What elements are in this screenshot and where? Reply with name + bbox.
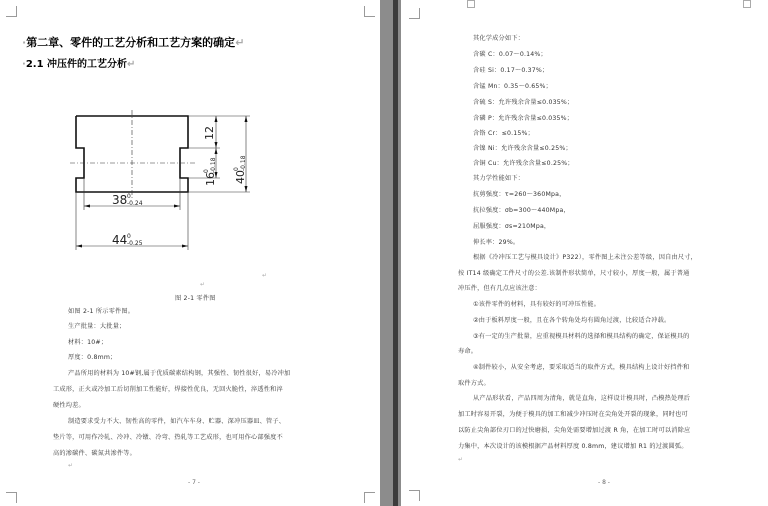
composition-line: 含铬 Cr：≤0.15%； [473,130,535,137]
paragraph-line: 制造要求受力不大、韧性高的零件，如汽车车身、贮器、深冲压器皿、管子、 [68,418,286,425]
document-page-left [0,0,380,506]
corner-mark [364,6,375,17]
list-item: ①该件零件的材料，具有较好的可冲压性能。 [473,301,601,308]
figure-caption: 图 2-1 零件图 [175,295,216,302]
dim-44-tol-lower: -0.25 [127,240,143,247]
section-title: ·2.1 冲压件的工艺分析↵ [22,59,136,70]
paragraph-line: 加工时容易开裂，为便于模具的加工和减少冲压时在尖角处开裂的现象，同时也可 [458,411,688,418]
paragraph-mark: ↵ [200,281,206,288]
ruler-marker[interactable] [743,0,751,8]
paragraph-line: 按 IT14 级确定工件尺寸的公差.该制件形状简单，尺寸较小，厚度一般，属于普通 [458,270,690,277]
paragraph-line: 根据《冷冲压工艺与模具设计》P322），零件图上未注公差等级，因自由尺寸， [473,254,698,261]
corner-mark [409,490,420,501]
paragraph-line: 材料：10#； [68,339,108,346]
paragraph-line: 垫片等，可用作冷轧、冷冲、冷镦、冷弯、热轧等工艺成形，也可用作心部强度不 [53,434,283,441]
list-item: 寿命。 [458,348,478,355]
corner-mark [364,492,375,503]
page-number: - 8 - [598,479,610,486]
composition-line: 含硫 S：允许残余含量≤0.035%； [473,99,574,106]
composition-line: 其化学成分如下： [473,35,525,42]
window-split-bar[interactable] [393,0,398,506]
composition-line: 含镍 Ni：允许残余含量≤0.25%； [473,145,572,152]
corner-mark [6,6,17,17]
paragraph-line: 如图 2-1 所示零件图。 [68,308,135,315]
dim-38-tol-upper: 0 [127,193,131,200]
dim-16-tol-lower: -0.18 [210,157,217,173]
dim-40-tol-upper: 0 [233,167,240,171]
composition-line: 抗拉强度：σb=300～440Mpa， [473,207,570,214]
ruler-marker[interactable] [467,0,475,8]
paragraph-line: 力集中，本次设计的该模根据产品材料厚度 0.8mm，建议增加 R1 的过渡圆弧。 [458,443,688,450]
list-item: 取件方式。 [458,380,490,387]
composition-line: 含硅 Si：0.17～0.37%； [473,67,549,74]
composition-line: 含磷 P：允许残余含量≤0.035%； [473,115,574,122]
dim-38-tol-lower: -0.24 [127,200,143,207]
list-item: ④制件较小，从安全考虑，要采取适当的取件方式，模具结构上设计好挡件和 [473,364,690,371]
composition-line: 含铜 Cu：允许残余含量≤0.25%； [473,160,574,167]
dim-16: 16 [204,172,217,186]
paragraph-line: 厚度：0.8mm； [68,354,117,361]
composition-line: 含碳 C：0.07～0.14%； [473,51,547,58]
composition-line: 伸长率：29%。 [473,239,520,246]
corner-mark [409,8,420,19]
dim-12: 12 [203,126,216,140]
chapter-title: ·第二章、零件的工艺分析和工艺方案的确定↵ [22,36,245,49]
document-page-right [401,0,768,506]
dim-44-tol-upper: 0 [127,233,131,240]
paragraph-line: 从产品形状看，产品四周为清角，就是直角，这样设计模具时，凸模热处理后 [473,395,691,402]
list-item: ③有一定的生产批量，应重视模具材料的选择和模具结构的确定，保证模具的 [473,333,690,340]
paragraph-line: 冲压件，但有几点应该注意： [458,285,542,292]
composition-line: 其力学性能如下： [473,175,525,182]
paragraph-line: 工成形，正火或冷加工后切削加工性能好，焊接性优良，无回火脆性，淬透性和淬 [53,386,283,393]
paragraph-mark: ↵ [458,456,464,463]
part-drawing [40,110,280,260]
list-item: ②由于板料厚度一般，且在各个转角处均有圆角过渡，比较适合冲载。 [473,317,671,324]
paragraph-mark: ↵ [262,272,268,279]
paragraph-line: 产品所用的材料为 10#钢,属于优质碳素结构钢，其强性、韧性很好，易冷冲加 [68,370,291,377]
dim-44: 44 [112,233,128,247]
dim-40: 40 [234,170,247,184]
composition-line: 抗剪强度：τ=260～360Mpa， [473,191,566,198]
paragraph-line: 生产批量：大批量； [68,323,126,330]
paragraph-line: 以防止尖角部位刃口的过快磨损，尖角处需要增加过渡 R 角，在加工时可以消除应 [458,427,691,434]
corner-mark [6,492,17,503]
dim-16-tol-upper: 0 [203,169,210,173]
paragraph-line: 高的渗碳件、碳氮共渗件等。 [53,450,137,457]
paragraph-line: 硬性均差。 [53,402,85,409]
dim-38: 38 [112,193,128,207]
paragraph-mark: ↵ [68,462,74,469]
composition-line: 含锰 Mn：0.35～0.65%； [473,83,552,90]
dim-40-tol-lower: -0.18 [240,155,247,171]
composition-line: 屈服强度：σs=210Mpa， [473,223,551,230]
page-number: - 7 - [188,479,200,486]
